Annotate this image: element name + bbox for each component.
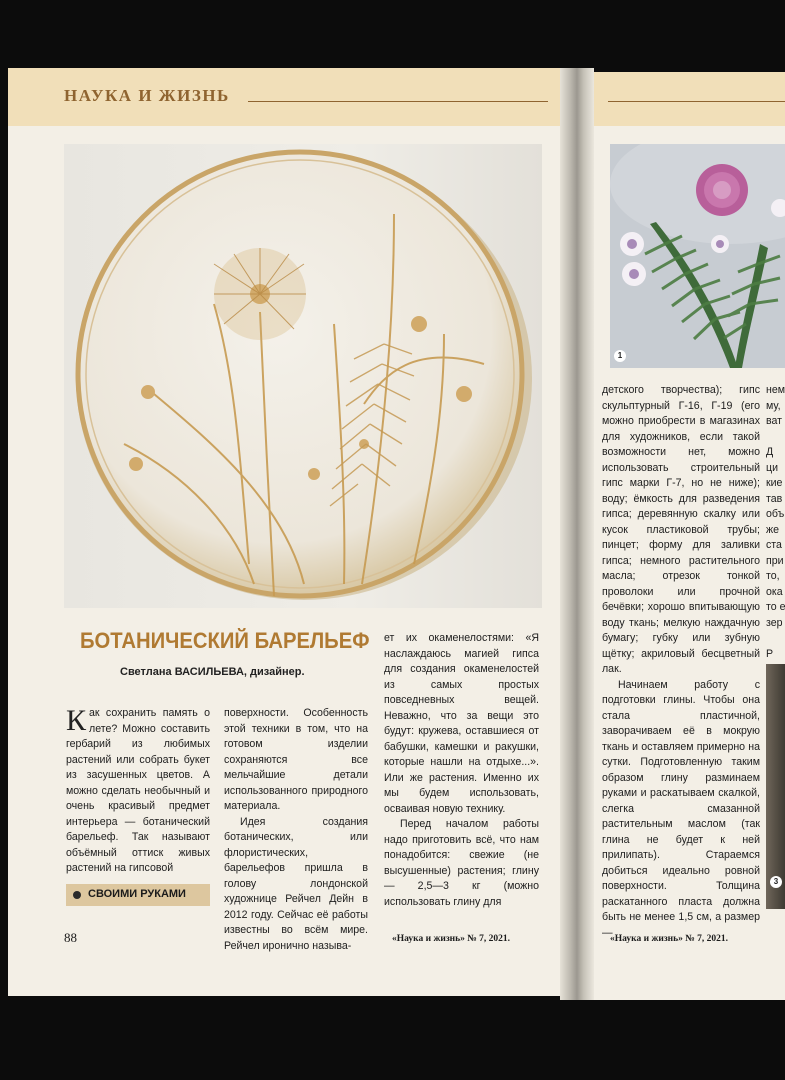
photo-number-badge: 1	[614, 350, 626, 362]
rubric-badge	[66, 884, 210, 906]
paragraph: ет их окаменелостями: «Я наслаждаюсь магией гипса для создания окаменелостей из самых простых повседневных вещей. Неважно, что за вещи это будут: кружева, оставшиеся от бабушки, камешки и ракушки, которые нашли на отдыхе...». Или же растения. Именно их мы будем использовать, осваивая новую технику.	[384, 632, 539, 815]
fragment-line	[766, 430, 785, 446]
cropped-photo	[766, 664, 785, 909]
fragment-line: ока	[766, 585, 783, 598]
bas-relief-illustration	[64, 144, 542, 608]
fragment-line: ста	[766, 539, 782, 551]
header-rule	[608, 101, 785, 102]
fragment-line: при	[766, 554, 784, 567]
flowers-illustration	[610, 144, 785, 368]
byline: Светлана ВАСИЛЬЕВА, дизайнер.	[120, 666, 305, 678]
left-page	[8, 68, 560, 996]
right-page	[594, 72, 785, 1000]
section-title: НАУКА И ЖИЗНЬ	[64, 86, 230, 105]
bullet-icon	[73, 891, 81, 899]
paragraph: детского творчества); гипс скульптурный Г-16, Г-19 (его можно приобрести в магазинах для художников, если такой возможности нет, можно использовать строительный гипс марки Г-7, но не ниже); воду; ёмкость для разведения гипса; деревянную скалку или кусок пластиковой трубы; пинцет; форму для заливки гипса; немного растительного масла; отрезок тонкой проволоки или прочной бечёвки; хорошо впитывающую воду ткань; мелкую наждачную бумагу; губку или зубную щётку; акриловый бесцветный лак.	[602, 384, 760, 675]
header-band	[8, 68, 560, 126]
paragraph: поверхности. Особенность этой техники в том, что на готовом изделии сохраняются все мельчайшие детали использованного природного материала.	[224, 707, 368, 812]
fragment-line: же	[766, 523, 779, 536]
fragment-line: ват	[766, 415, 783, 427]
paragraph: Идея создания ботанических, или флористических, барельефов пришла в голову лондонской художнице Рейчел Дейн в 2012 году. Сейчас её работы известны во всём мире. Рейчел иронично называ-	[224, 815, 368, 952]
paragraph: Перед началом работы надо приготовить всё, что нам понадобится: свежие (не высушенные) растения; глину — 2,5—3 кг (можно использовать глину для	[384, 818, 539, 908]
fragment-line: зер	[766, 616, 783, 629]
flowers-photo	[610, 144, 785, 368]
page-gutter	[560, 68, 594, 1000]
drop-cap: К	[66, 704, 87, 737]
fragment-line: нем	[766, 384, 785, 396]
text-column-1	[66, 706, 210, 877]
fragment-line: то,	[766, 570, 780, 582]
magazine-spread	[8, 68, 785, 1000]
text-column-3	[384, 631, 539, 910]
paragraph: Начинаем работу с подготовки глины. Чтобы она стала пластичной, заворачиваем её в мокрую ткань и оставляем примерно на сутки. Подготовленную таким образом глину разминаем руками и раскатываем скалкой, слегка смазанной растительным маслом (так глина не будет к ней прилипать). Стараемся добиться идеально ровной поверхности. Толщина раскатанного пласта должна быть не менее 1,5 см, а размер —	[602, 678, 760, 939]
fragment-line	[766, 631, 785, 647]
fragment-line: кие	[766, 477, 783, 489]
right-text-column	[602, 383, 760, 941]
page-number: 88	[64, 930, 77, 945]
fragment-line: му,	[766, 399, 781, 412]
cropped-column-fragments	[766, 383, 785, 693]
header-rule	[248, 101, 548, 102]
fragment-line: объ	[766, 508, 785, 520]
article-title: БОТАНИЧЕСКИЙ БАРЕЛЬЕФ	[80, 628, 370, 653]
fragment-line: Р	[766, 647, 774, 660]
rubric-label: СВОИМИ РУКАМИ	[88, 888, 186, 900]
column-1-text: ак сохранить память о лете? Можно составить гербарий из любимых растений или собрать букет из засушенных цветов. А можно сделать необычный и очень красивый предмет интерьера — ботанический барельеф. Так называют объёмный оттиск живых растений на гипсовой	[66, 707, 210, 874]
photo-number-badge: 3	[770, 876, 782, 888]
right-header-band	[594, 72, 785, 126]
fragment-line: Д	[766, 446, 774, 458]
fragment-line: ци	[766, 461, 778, 474]
bas-relief-photo	[64, 144, 542, 608]
fragment-line: то е	[766, 601, 785, 613]
footer-right: «Наука и жизнь» № 7, 2021.	[610, 934, 729, 944]
fragment-line: тав	[766, 492, 783, 505]
text-column-2	[224, 706, 368, 954]
footer-left: «Наука и жизнь» № 7, 2021.	[392, 934, 511, 944]
